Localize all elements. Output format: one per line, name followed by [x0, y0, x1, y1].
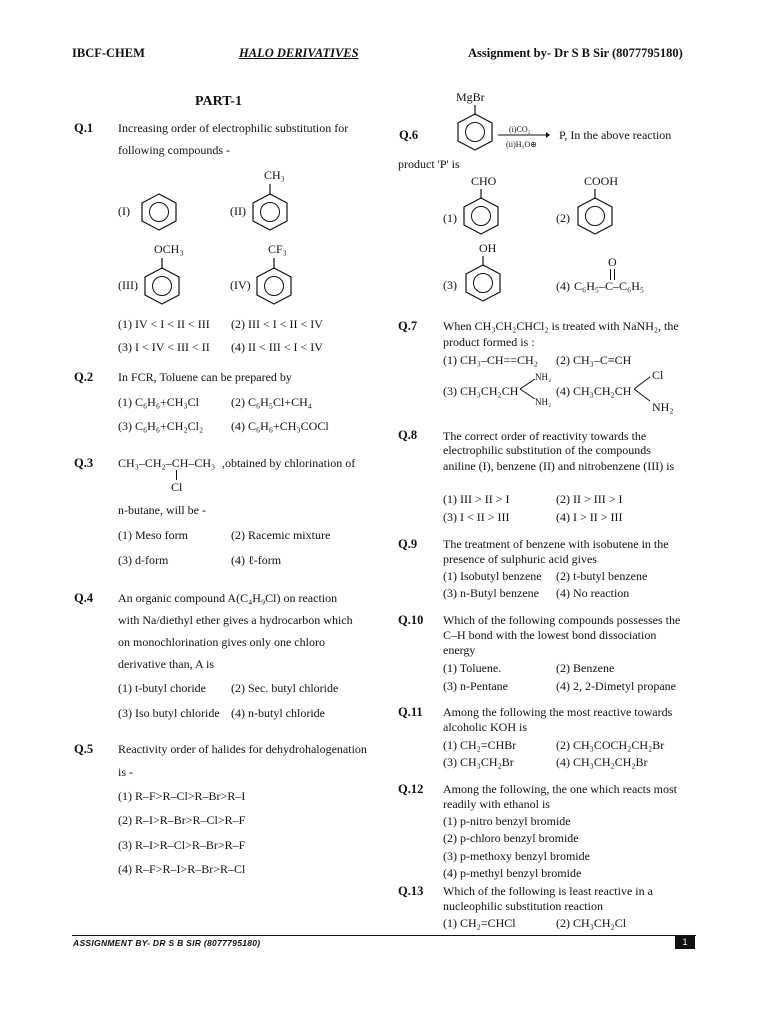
- q8-line1: The correct order of reactivity towards the: [443, 429, 647, 443]
- q12-option-4: (4) p-methyl benzyl bromide: [443, 866, 582, 880]
- page-number: 1: [675, 936, 695, 949]
- q8-option-2: (2) II > III > I: [556, 492, 623, 506]
- q1-sub-ch3: CH₃: [264, 168, 285, 182]
- q4-line1: An organic compound A(C₄H₉Cl) on reaction: [118, 591, 338, 605]
- q7-opt3-nh2-top: NH₂: [535, 372, 552, 382]
- q10-line2: C–H bond with the lowest bond dissociation: [443, 628, 657, 642]
- q4-option-3: (3) Iso butyl chloride: [118, 706, 220, 720]
- q10-line3: energy: [443, 643, 476, 657]
- q1-option-2: (2) III < I < II < IV: [231, 317, 323, 331]
- q5-option-4: (4) R–F>R–I>R–Br>R–Cl: [118, 862, 246, 876]
- q8-number: Q.8: [398, 428, 418, 442]
- q13-option-2: (2) CH₃CH₂Cl: [556, 916, 627, 930]
- q9-option-3: (3) n-Butyl benzene: [443, 586, 539, 600]
- q7-opt4-cl: Cl: [652, 368, 664, 382]
- toluene-ring-icon: [250, 182, 290, 234]
- q3-formula: CH₃–CH₂–CH–CH₃: [118, 456, 216, 470]
- q9-option-1: (1) Isobutyl benzene: [443, 569, 542, 583]
- q1-option-3: (3) I < IV < III < II: [118, 340, 210, 354]
- q7-option-4: (4) CH₃CH₂CH: [556, 384, 632, 398]
- benzene-ring-icon: [139, 192, 179, 232]
- q5-line1: Reactivity order of halides for dehydrohalogenation: [118, 742, 367, 756]
- q1-text-line1: Increasing order of electrophilic substitution for: [118, 121, 349, 135]
- q2-option-4: (4) C₆H₆+CH₃COCl: [231, 419, 329, 433]
- q1-option-4: (4) II < III < I < IV: [231, 340, 323, 354]
- q3-option-4: (4) ℓ-form: [231, 553, 282, 567]
- q1-label-i: (I): [118, 204, 130, 218]
- q6-option-4: C₆H₅–C–C₆H₅: [574, 279, 645, 293]
- q6-reagent-2: (ii)H₃O⊕: [506, 140, 537, 149]
- benzoic-acid-ring-icon: [575, 188, 615, 238]
- q8-option-1: (1) III > II > I: [443, 492, 510, 506]
- q6-opt4-prefix: (4): [556, 279, 570, 293]
- q8-line3: aniline (I), benzene (II) and nitrobenzene (III) is: [443, 459, 675, 473]
- q2-option-1: (1) C₆H₆+CH₃Cl: [118, 395, 199, 409]
- q11-line2: alcoholic KOH is: [443, 720, 527, 734]
- reaction-arrow-icon: [498, 131, 550, 139]
- q6-sub-cho: CHO: [471, 174, 497, 188]
- q3-option-3: (3) d-form: [118, 553, 169, 567]
- q1-label-iv: (IV): [230, 278, 251, 292]
- q2-option-3: (3) C₆H₆+CH₂Cl₂: [118, 419, 204, 433]
- q4-number: Q.4: [74, 591, 94, 605]
- q3-option-1: (1) Meso form: [118, 528, 188, 542]
- q3-text2: n-butane, will be -: [118, 503, 206, 517]
- q13-number: Q.13: [398, 884, 424, 898]
- q6-label-3: (3): [443, 278, 457, 292]
- q13-option-1: (1) CH₂=CHCl: [443, 916, 516, 930]
- q10-option-1: (1) Toluene.: [443, 661, 502, 675]
- q12-line2: readily with ethanol is: [443, 797, 550, 811]
- q3-option-2: (2) Racemic mixture: [231, 528, 331, 542]
- q1-number: Q.1: [74, 121, 94, 135]
- q4-option-4: (4) n-butyl chloride: [231, 706, 325, 720]
- anisole-ring-icon: [142, 256, 182, 308]
- q12-option-2: (2) p-chloro benzyl bromide: [443, 831, 579, 845]
- q9-line2: presence of sulphuric acid gives: [443, 552, 597, 566]
- q1-sub-och3: OCH₃: [154, 242, 184, 256]
- header-left: IBCF-CHEM: [72, 46, 145, 60]
- phenol-ring-icon: [463, 255, 503, 305]
- q6-reagent-1: (i)CO₂: [509, 125, 531, 134]
- q9-option-4: (4) No reaction: [556, 586, 630, 600]
- q4-line4: derivative than, A is: [118, 657, 214, 671]
- phenyl-grignard-ring-icon: [455, 104, 495, 154]
- q8-line2: electrophilic substitution of the compounds: [443, 443, 651, 457]
- q3-cl: Cl: [171, 480, 183, 494]
- q12-option-3: (3) p-methoxy benzyl bromide: [443, 849, 590, 863]
- q7-opt3-bonds: [520, 377, 536, 401]
- q6-sub-oh: OH: [479, 241, 497, 255]
- footer-divider: [72, 935, 696, 936]
- q13-line1: Which of the following is least reactive in a: [443, 884, 653, 898]
- q6-number: Q.6: [399, 128, 419, 142]
- q7-opt4-nh2: NH₂: [652, 400, 674, 414]
- q7-line2: product formed is :: [443, 335, 535, 349]
- q9-line1: The treatment of benzene with isobutene in the: [443, 537, 669, 551]
- q7-opt4-bonds: [634, 374, 652, 404]
- q5-number: Q.5: [74, 742, 94, 756]
- q10-option-4: (4) 2, 2-Dimetyl propane: [556, 679, 676, 693]
- q5-option-2: (2) R–I>R–Br>R–Cl>R–F: [118, 813, 246, 827]
- q5-option-3: (3) R–I>R–Cl>R–Br>R–F: [118, 838, 246, 852]
- q3-number: Q.3: [74, 456, 94, 470]
- q3-bond-line: [176, 470, 177, 480]
- q11-option-4: (4) CH₃CH₂CH₂Br: [556, 755, 648, 769]
- q6-text2: product 'P' is: [398, 157, 460, 171]
- q1-label-iii: (III): [118, 278, 138, 292]
- q2-number: Q.2: [74, 370, 94, 384]
- q10-option-3: (3) n-Pentane: [443, 679, 508, 693]
- q2-option-2: (2) C₆H₅Cl+CH₄: [231, 395, 312, 409]
- header-right: Assignment by- Dr S B Sir (8077795180): [468, 46, 683, 60]
- q11-option-3: (3) CH₃CH₂Br: [443, 755, 514, 769]
- q12-number: Q.12: [398, 782, 424, 796]
- q1-text-line2: following compounds -: [118, 143, 230, 157]
- q6-mgbr: MgBr: [456, 90, 485, 104]
- q4-line2: with Na/diethyl ether gives a hydrocarbon which: [118, 613, 353, 627]
- q7-number: Q.7: [398, 319, 418, 333]
- q6-opt4-o: O: [608, 255, 617, 269]
- q12-option-1: (1) p-nitro benzyl bromide: [443, 814, 571, 828]
- q11-option-2: (2) CH₃COCH₂CH₂Br: [556, 738, 665, 752]
- trifluorotoluene-ring-icon: [254, 256, 294, 308]
- q2-text: In FCR, Toluene can be prepared by: [118, 370, 292, 384]
- q7-option-1: (1) CH₃–CH==CH₂: [443, 353, 538, 367]
- q12-line1: Among the following, the one which reacts most: [443, 782, 677, 796]
- benzaldehyde-ring-icon: [461, 188, 501, 238]
- q6-label-2: (2): [556, 211, 570, 225]
- q3-text: ,obtained by chlorination of: [222, 456, 356, 470]
- q9-option-2: (2) t-butyl benzene: [556, 569, 648, 583]
- q6-sub-cooh: COOH: [584, 174, 619, 188]
- q11-number: Q.11: [398, 705, 423, 719]
- q4-line3: on monochlorination gives only one chloro: [118, 635, 325, 649]
- q1-sub-cf3: CF₃: [268, 242, 287, 256]
- q6-label-1: (1): [443, 211, 457, 225]
- q13-line2: nucleophilic substitution reaction: [443, 899, 603, 913]
- footer-text: ASSIGNMENT BY- DR S B SIR (8077795180): [73, 938, 261, 948]
- q10-line1: Which of the following compounds possesses the: [443, 613, 681, 627]
- part-title: PART-1: [195, 94, 242, 109]
- q7-option-2: (2) CH₃–C≡CH: [556, 353, 632, 367]
- q8-option-3: (3) I < II > III: [443, 510, 510, 524]
- q7-line1: When CH₃CH₂CHCl₂ is treated with NaNH₂, the: [443, 319, 679, 333]
- q7-opt3-nh2-bottom: NH₂: [535, 397, 552, 407]
- q11-option-1: (1) CH₂=CHBr: [443, 738, 517, 752]
- q11-line1: Among the following the most reactive towards: [443, 705, 673, 719]
- q4-option-1: (1) t-butyl choride: [118, 681, 206, 695]
- q9-number: Q.9: [398, 537, 418, 551]
- q4-option-2: (2) Sec. butyl chloride: [231, 681, 339, 695]
- q5-option-1: (1) R–F>R–Cl>R–Br>R–I: [118, 789, 246, 803]
- header-center: HALO DERIVATIVES: [239, 46, 359, 60]
- q1-option-1: (1) IV < I < II < III: [118, 317, 210, 331]
- q1-label-ii: (II): [230, 204, 246, 218]
- q5-line2: is -: [118, 765, 133, 779]
- q6-text: P, In the above reaction: [559, 128, 672, 142]
- q7-option-3: (3) CH₃CH₂CH: [443, 384, 519, 398]
- q8-option-4: (4) I > II > III: [556, 510, 623, 524]
- q10-number: Q.10: [398, 613, 424, 627]
- q10-option-2: (2) Benzene: [556, 661, 615, 675]
